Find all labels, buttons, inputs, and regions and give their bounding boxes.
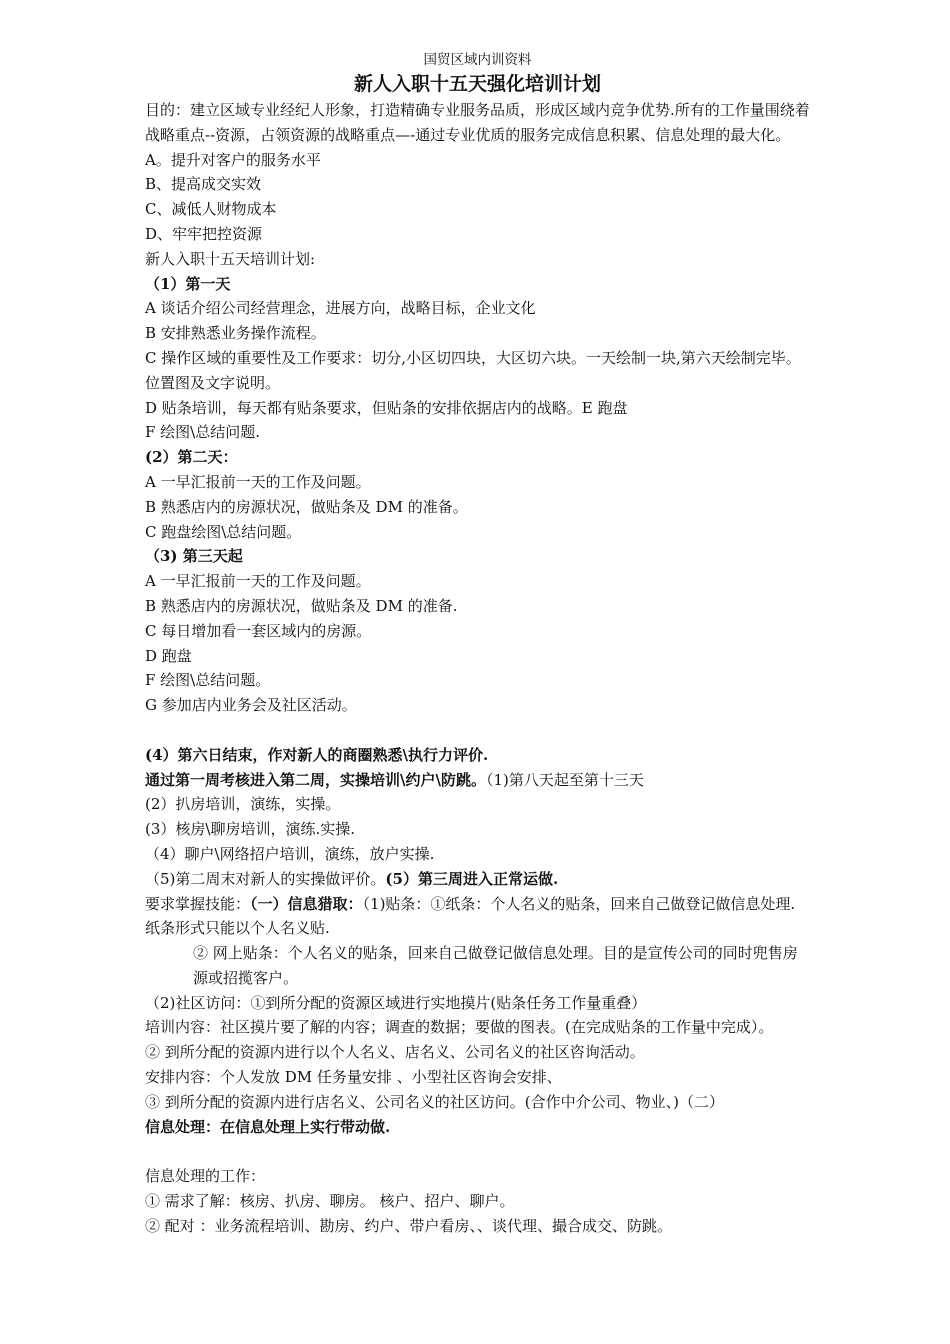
document-page [145,50,810,1239]
week2-intro: 通过第一周考核进入第二周，实操培训\约户\防跳。 [145,770,486,789]
training-content: 培训内容：社区摸片要了解的内容；调查的数据；要做的图表。(在完成贴条的工作量中完成）。 [145,1018,774,1037]
day1-item-f: F 绘图\总结问题. [145,423,260,442]
day1-item-d: D 贴条培训，每天都有贴条要求，但贴条的安排依据店内的战略。E 跑盘 [145,398,628,417]
posting-paper: （1)贴条：①纸条：个人名义的贴条，回来自己做登记做信息处理.纸条形式只能以个人名义贴. [145,894,796,938]
week2-item-5: （5)第二周末对新人的实操做评价。 [145,869,386,888]
week2-item-2: (2）扒房培训，演练，实操。 [145,795,341,814]
day3-item-a: A 一早汇报前一天的工作及问题。 [145,572,371,591]
day1-item-b: B 安排熟悉业务操作流程。 [145,324,326,343]
day3-heading: （3) 第三天起 [145,547,243,566]
day2-item-a: A 一早汇报前一天的工作及问题。 [145,472,371,491]
day2-heading: (2）第二天： [145,448,238,467]
goal-a: A。提升对客户的服务水平 [145,150,321,169]
week3-item: (5）第三周进入正常运做. [385,869,559,888]
skills-line [145,892,810,942]
day3-item-g: G 参加店内业务会及社区活动。 [145,696,357,715]
day1-item-c: C 操作区域的重要性及工作要求：切分,小区切四块，大区切六块。一天绘制一块,第六天绘制完毕。位置图及文字说明。 [145,348,801,392]
week2-item-1: （1)第八天起至第十三天 [485,770,644,789]
goal-c: C、减低人财物成本 [145,200,277,219]
day3-item-c: C 每日增加看一套区域内的房源。 [145,621,372,640]
week2-item-5-line [145,867,810,892]
week2-item-4: （4）聊户\网络招户培训，演练，放户实操. [145,844,435,863]
matching: ② 配对 ：业务流程培训、勘房、约户、带户看房、、谈代理、撮合成交、防跳。 [145,1216,673,1235]
day1-heading: （1）第一天 [145,274,231,293]
day3-item-f: F 绘图\总结问题。 [145,671,271,690]
skills-intro: 要求掌握技能： [145,894,251,913]
info-gathering-heading: （一）信息猎取： [250,894,363,913]
plan-heading: 新人入职十五天培训计划: [145,249,316,268]
week2-line [145,768,810,793]
day3-item-d: D 跑盘 [145,646,192,665]
day2-item-c: C 跑盘绘图\总结问题。 [145,522,302,541]
goal-b: B、提高成交实效 [145,175,262,194]
purpose-paragraph: 目的：建立区域专业经纪人形象，打造精确专业服务品质，形成区域内竞争优势.所有的工作量围绕着战略重点--资源，占领资源的战略重点—-通过专业优质的服务完成信息积累、信息处理的最大化。 [145,101,810,144]
spacer [145,718,810,743]
week2-item-3: (3）核房\聊房培训，演练.实操. [145,820,355,839]
arrangement-content: 安排内容：个人发放 DM 任务量安排 、小型社区咨询会安排、 [145,1068,562,1087]
community-visit: （2)社区访问：①到所分配的资源区域进行实地摸片(贴条任务工作量重叠） [145,993,647,1012]
community-access: ③ 到所分配的资源内进行店名义、公司名义的社区访问。(合作中介公司、物业、)（二） [145,1092,724,1111]
document-title: 新人入职十五天强化培训计划 [353,73,601,95]
community-consult: ② 到所分配的资源内进行以个人名义、店名义、公司名义的社区咨询活动。 [145,1043,645,1062]
day3-item-b: B 熟悉店内的房源状况，做贴条及 DM 的准备. [145,596,458,615]
needs-understanding: ① 需求了解：核房、扒房、聊房。 核户、招户、聊户。 [145,1192,515,1211]
info-processing-heading: 信息处理：在信息处理上实行带动做. [145,1117,391,1136]
day2-item-b: B 熟悉店内的房源状况，做贴条及 DM 的准备。 [145,497,468,516]
goal-d: D、牢牢把控资源 [145,224,263,243]
spacer [145,1139,810,1164]
processing-work-heading: 信息处理的工作： [145,1167,266,1186]
day1-item-a: A 谈话介绍公司经营理念，进展方向，战略目标，企业文化 [145,299,536,318]
posting-online: ② 网上贴条：个人名义的贴条，回来自己做登记做信息处理。目的是宣传公司的同时兜售房源或招揽客户。 [193,944,798,987]
day6-evaluation: (4）第六日结束，作对新人的商圈熟悉\执行力评价. [145,745,489,764]
document-header: 国贸区域内训资料 [423,52,532,68]
